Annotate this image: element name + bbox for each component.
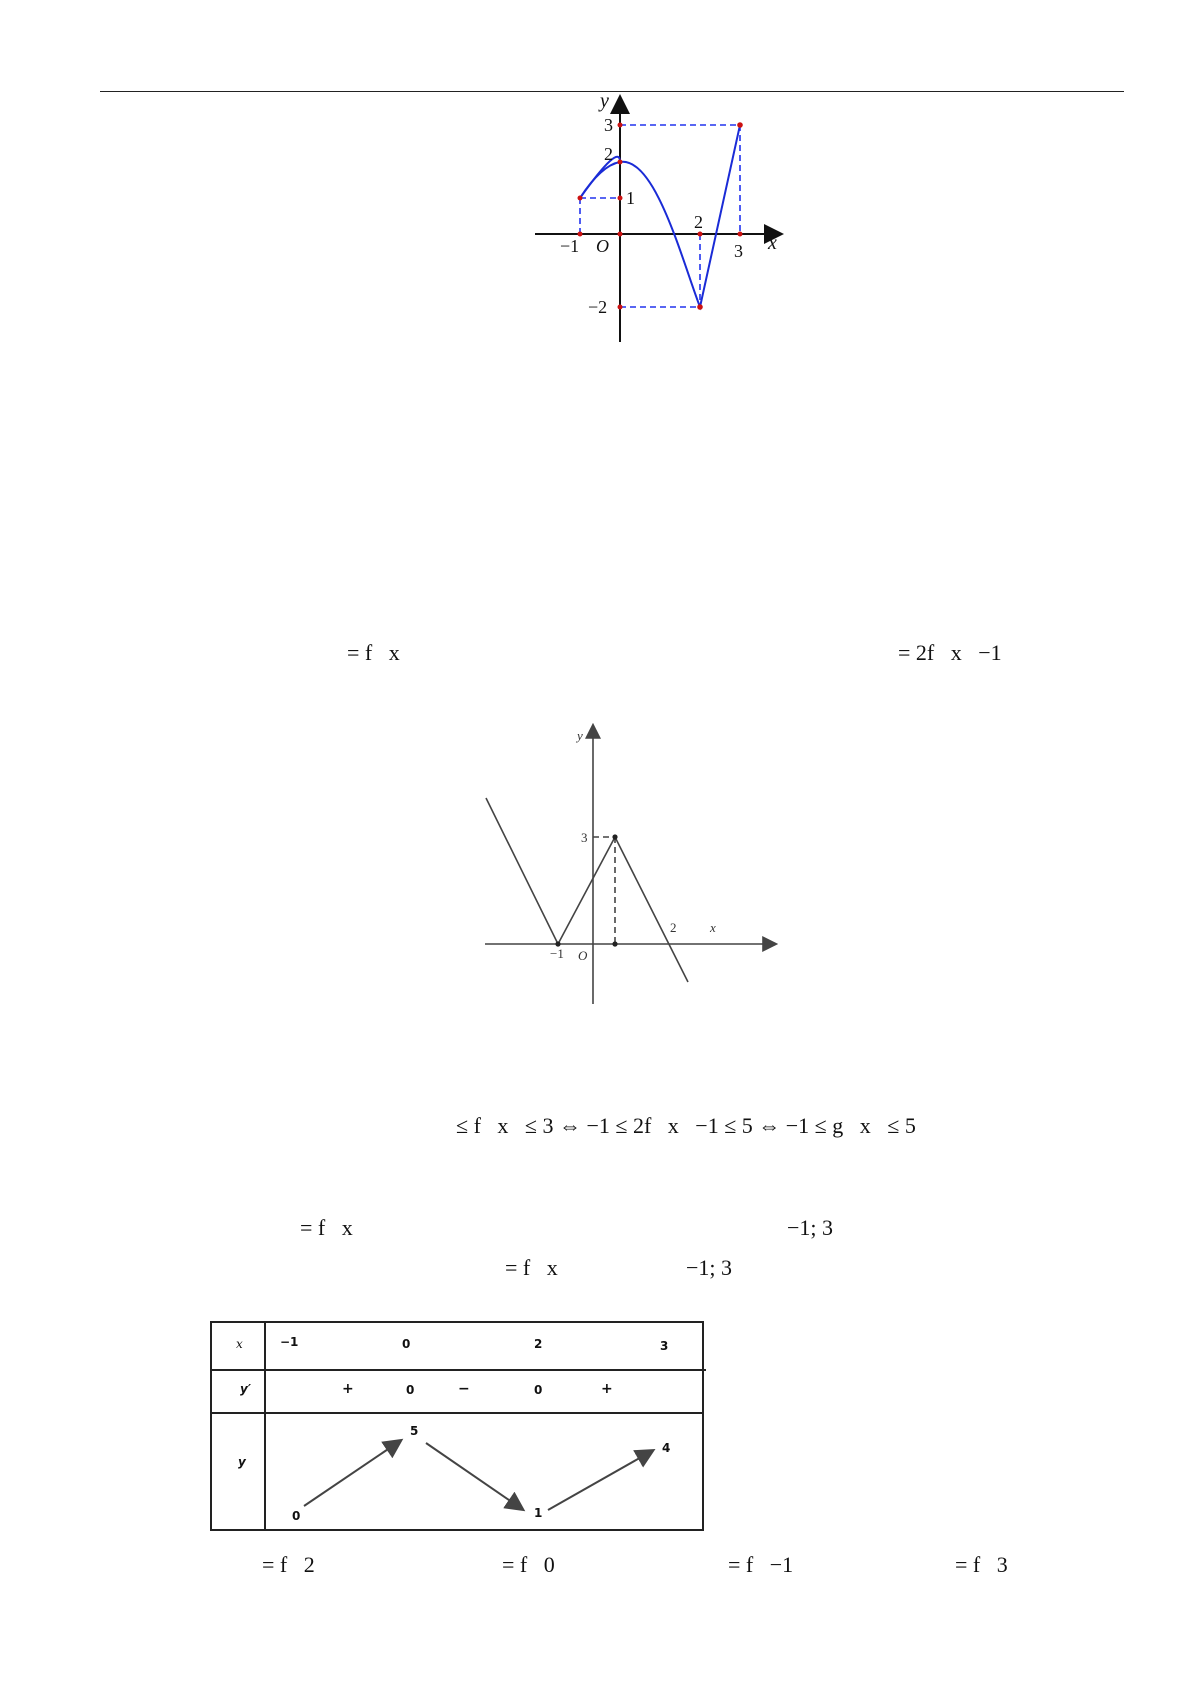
tick-x-2: 2 [694,212,703,232]
sign-cell: 0 [534,1383,543,1397]
x-value: −1 [280,1335,299,1349]
graph-2-y-label: y [577,728,583,743]
graph-1-x-label: x [768,232,777,254]
line-1-left: = f x [347,640,400,665]
line-3-right: −1; 3 [787,1215,834,1240]
line-2: ≤ f x ≤ 3 ⇔ −1 ≤ 2f x −1 ≤ 5 ⇔ −1 ≤ g x ≤ 5 [456,1113,916,1138]
x-value: 0 [402,1337,411,1351]
arrow-up-2 [548,1451,652,1510]
tick-y-neg2: −2 [588,297,608,317]
line-4-left: = f x [505,1255,558,1280]
graph-1-y-label: y [600,90,609,112]
sign-cell: + [342,1381,354,1397]
tick-x-neg1: −1 [560,236,580,256]
graph-2-tick-x-neg1: −1 [550,946,564,961]
row-label-y: y [238,1455,246,1469]
variation-table [210,1321,704,1531]
tick-y-3: 3 [604,115,613,135]
tick-x-3: 3 [734,241,743,261]
row-label-yprime: y′ [240,1382,251,1396]
answer-b: = f 0 [502,1552,555,1577]
variation-arrows [212,1323,702,1529]
graph-2-origin: O [578,948,588,963]
graph-2-tick-y-3: 3 [581,830,588,845]
y-value: 0 [292,1509,301,1523]
y-value: 4 [662,1441,671,1455]
answer-a: = f 2 [262,1552,315,1577]
graph-2-tick-x-2: 2 [670,920,677,935]
answer-c: = f −1 [728,1552,794,1577]
graph-1-origin: O [596,236,609,256]
arrow-down [426,1443,522,1509]
sign-cell: + [601,1381,613,1397]
line-3-left: = f x [300,1215,353,1240]
sign-cell: 0 [406,1383,415,1397]
graph-1 [520,90,790,350]
arrow-up-1 [304,1441,400,1506]
graph-2-x-label: x [710,920,716,935]
answer-d: = f 3 [955,1552,1008,1577]
tick-y-1: 1 [626,188,635,208]
y-value: 1 [534,1506,543,1520]
tick-y-2: 2 [604,144,613,164]
line-1-right: = 2f x −1 [898,640,1002,665]
y-value: 5 [410,1424,419,1438]
row-label-x: x [236,1337,243,1351]
x-value: 3 [660,1339,669,1353]
graph-2 [470,720,790,1010]
sign-cell: − [458,1381,470,1397]
x-value: 2 [534,1337,543,1351]
line-4-right: −1; 3 [686,1255,733,1280]
